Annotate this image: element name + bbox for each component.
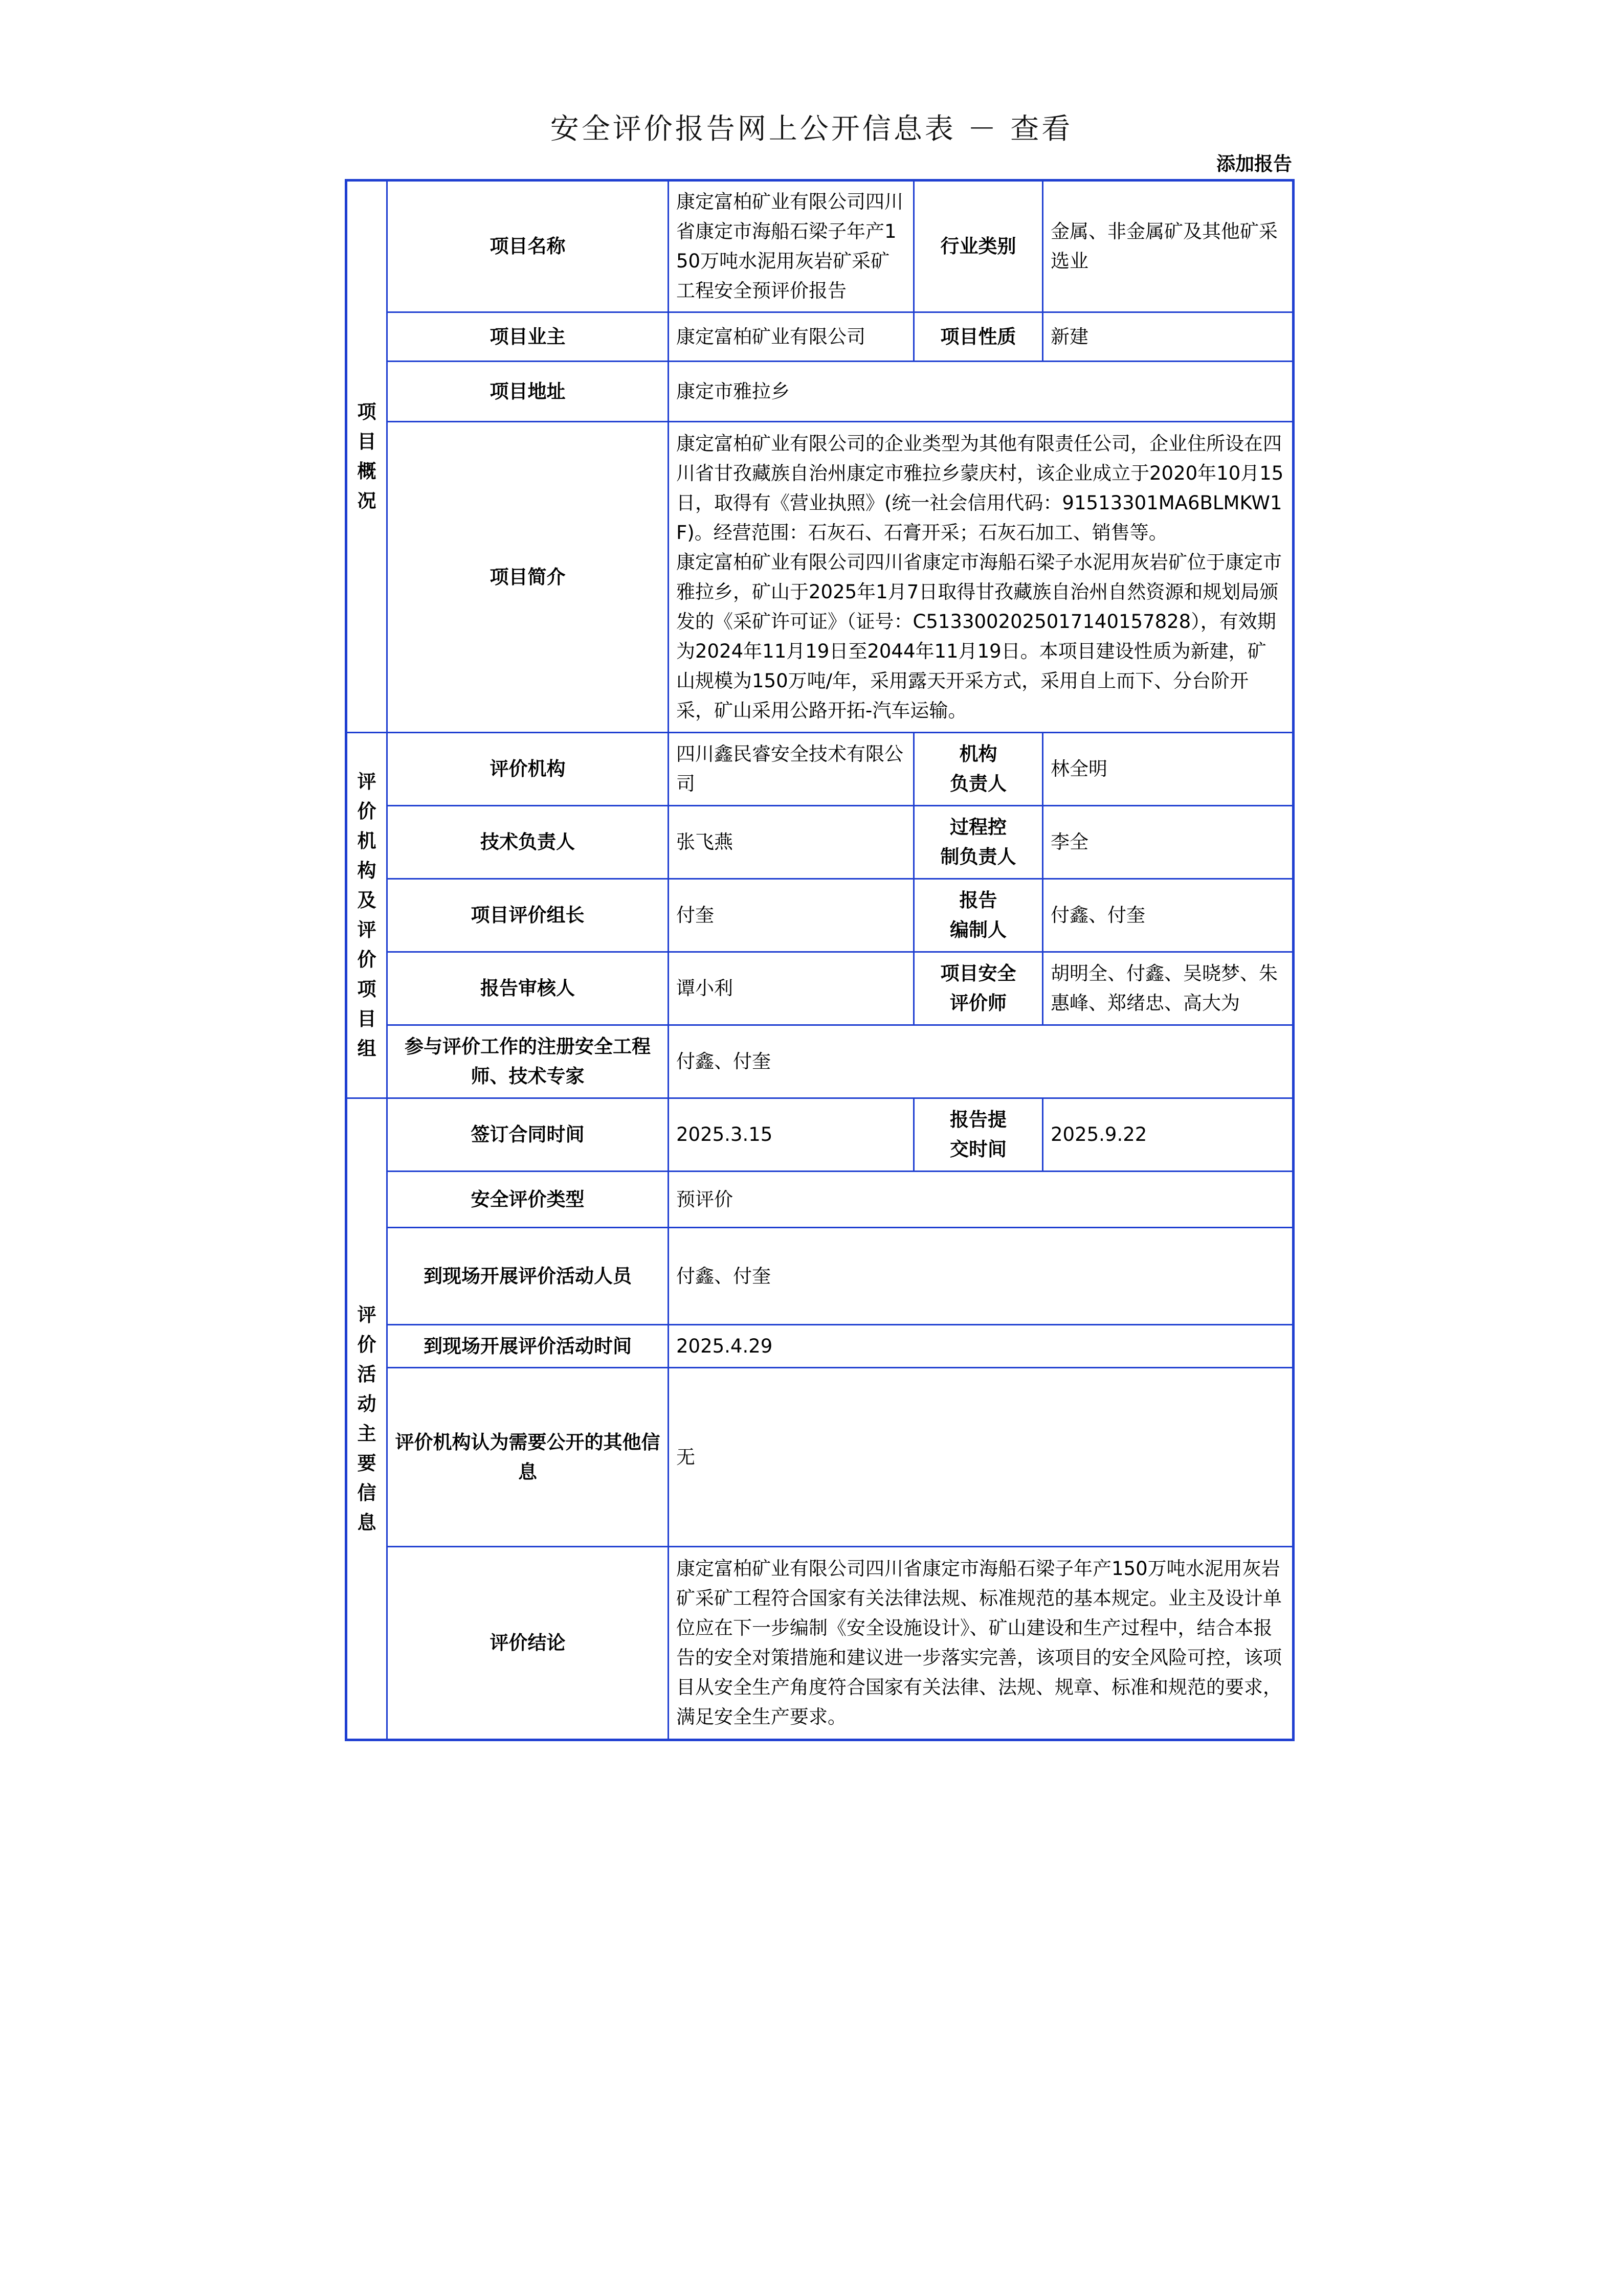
org-head-value: 林全明 [1043, 733, 1294, 806]
intro-paragraph-1: 康定富柏矿业有限公司的企业类型为其他有限责任公司，企业住所设在四川省甘孜藏族自治州康定市雅拉乡蒙庆村，该企业成立于2020年10月15日，取得有《营业执照》(统一社会信用代码：91513301MA6BLMKW1F)。经营范围：石灰石、石膏开采；石灰石加工、销售等。 [676, 432, 1284, 544]
reviewer-value: 谭小利 [669, 952, 914, 1025]
type-label: 安全评价类型 [387, 1172, 669, 1228]
site-people-value: 付鑫、付奎 [669, 1228, 1294, 1325]
info-table [345, 179, 1295, 1741]
section-activity [346, 1098, 387, 1740]
intro-value [669, 422, 1294, 733]
tech-value: 张飞燕 [669, 806, 914, 879]
project-name-label: 项目名称 [387, 181, 669, 312]
site-time-label: 到现场开展评价活动时间 [387, 1325, 669, 1368]
industry-value: 金属、非金属矿及其他矿采选业 [1043, 181, 1294, 312]
process-label [914, 806, 1043, 879]
site-time-value: 2025.4.29 [669, 1325, 1294, 1368]
leader-label: 项目评价组长 [387, 879, 669, 952]
writer-label [914, 879, 1043, 952]
org-label: 评价机构 [387, 733, 669, 806]
address-label: 项目地址 [387, 362, 669, 422]
section-agency-label: 评 价 机 构 及 评 价 项 目 组 [357, 771, 376, 1060]
contract-value: 2025.3.15 [669, 1098, 914, 1172]
owner-value: 康定富柏矿业有限公司 [669, 312, 914, 362]
page-title: 安全评价报告网上公开信息表 － 查看 [550, 112, 1073, 146]
submit-label [914, 1098, 1043, 1172]
assessor-label [914, 952, 1043, 1025]
type-value: 预评价 [669, 1172, 1294, 1228]
section-agency [346, 733, 387, 1098]
nature-value: 新建 [1043, 312, 1294, 362]
site-people-label: 到现场开展评价活动人员 [387, 1228, 669, 1325]
section-overview-label: 项 目 概 况 [357, 401, 376, 512]
nature-label: 项目性质 [914, 312, 1043, 362]
org-head-label [914, 733, 1043, 806]
org-head-label-text: 机构 负责人 [950, 743, 1007, 795]
intro-label: 项目简介 [387, 422, 669, 733]
org-value: 四川鑫民睿安全技术有限公司 [669, 733, 914, 806]
other-info-label: 评价机构认为需要公开的其他信息 [387, 1368, 669, 1547]
reviewer-label: 报告审核人 [387, 952, 669, 1025]
contract-label: 签订合同时间 [387, 1098, 669, 1172]
project-name-value: 康定富柏矿业有限公司四川省康定市海船石梁子年产150万吨水泥用灰岩矿采矿工程安全预评价报告 [669, 181, 914, 312]
intro-paragraph-2: 康定富柏矿业有限公司四川省康定市海船石梁子水泥用灰岩矿位于康定市雅拉乡，矿山于2025年1月7日取得甘孜藏族自治州自然资源和规划局颁发的《采矿许可证》（证号：C5133002025017140157828），有效期为2024年11月19日至2044年11月19日。本项目建设性质为新建，矿山规模为150万吨/年，采用露天开采方式，采用自上而下、分台阶开采，矿山采用公路开拓-汽车运输。 [676, 551, 1282, 722]
submit-value: 2025.9.22 [1043, 1098, 1294, 1172]
engineers-value: 付鑫、付奎 [669, 1025, 1294, 1098]
add-report-link[interactable]: 添加报告 [1216, 153, 1292, 175]
leader-value: 付奎 [669, 879, 914, 952]
assessor-value: 胡明全、付鑫、吴晓梦、朱惠峰、郑绪忠、高大为 [1043, 952, 1294, 1025]
submit-label-text: 报告提 交时间 [950, 1109, 1007, 1160]
assessor-label-text: 项目安全 评价师 [940, 962, 1016, 1014]
process-value: 李全 [1043, 806, 1294, 879]
industry-label: 行业类别 [914, 181, 1043, 312]
conclusion-label: 评价结论 [387, 1547, 669, 1740]
writer-value: 付鑫、付奎 [1043, 879, 1294, 952]
writer-label-text: 报告 编制人 [950, 889, 1007, 941]
other-info-value: 无 [669, 1368, 1294, 1547]
address-value: 康定市雅拉乡 [669, 362, 1294, 422]
section-activity-label: 评 价 活 动 主 要 信 息 [357, 1303, 376, 1534]
process-label-text: 过程控 制负责人 [940, 816, 1016, 868]
engineers-label: 参与评价工作的注册安全工程师、技术专家 [387, 1025, 669, 1098]
owner-label: 项目业主 [387, 312, 669, 362]
section-overview [346, 181, 387, 733]
conclusion-value: 康定富柏矿业有限公司四川省康定市海船石梁子年产150万吨水泥用灰岩矿采矿工程符合国家有关法律法规、标准规范的基本规定。业主及设计单位应在下一步编制《安全设施设计》、矿山建设和生产过程中，结合本报告的安全对策措施和建议进一步落实完善，该项目的安全风险可控，该项目从安全生产角度符合国家有关法律、法规、规章、标准和规范的要求，满足安全生产要求。 [669, 1547, 1294, 1740]
tech-label: 技术负责人 [387, 806, 669, 879]
